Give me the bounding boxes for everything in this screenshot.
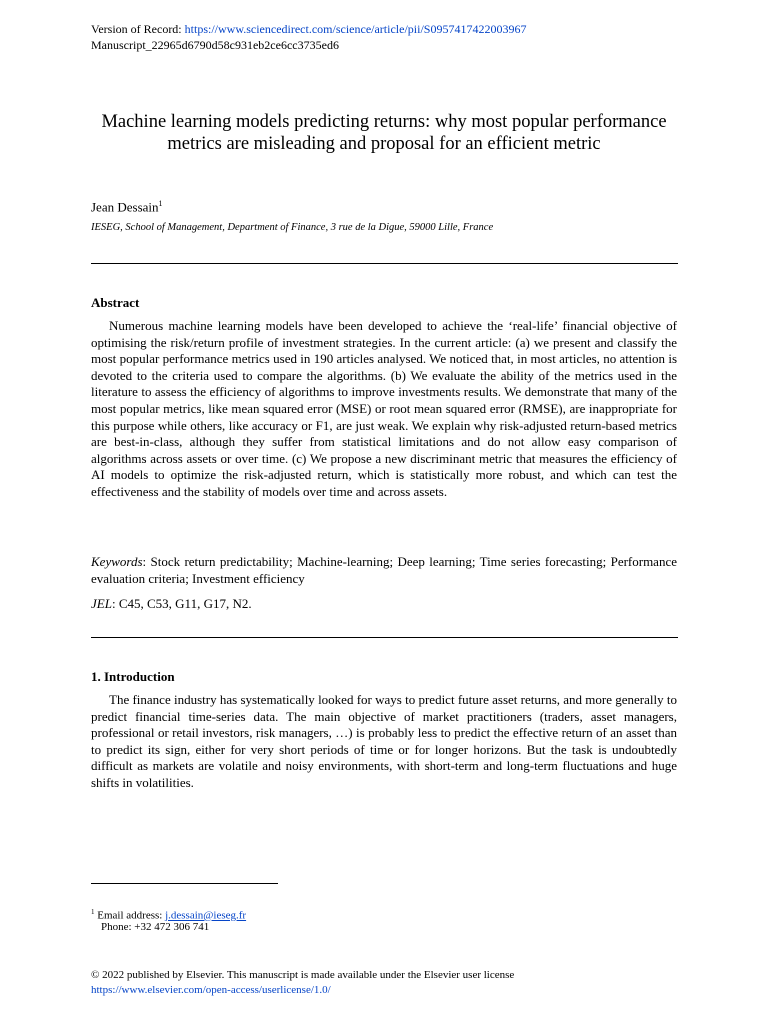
jel-text: : C45, C53, G11, G17, N2. [111,596,252,611]
jel-label: JEL [91,596,112,611]
license-link[interactable]: https://www.elsevier.com/open-access/userlicense/1.0/ [91,984,331,996]
author-name: Jean Dessain [91,199,159,215]
keywords-text: : Stock return predictability; Machine-learning; Deep learning; Time series forecasting; Performance evaluation criteria; Investment efficiency [91,554,677,586]
footnote-email-label: Email address: [94,909,166,922]
introduction-heading: 1. Introduction [91,669,175,684]
jel-line [91,595,677,612]
footnote-divider [91,883,278,884]
license-text: © 2022 published by Elsevier. This manuscript is made available under the Elsevier user license [91,969,515,981]
version-of-record-link[interactable]: https://www.sciencedirect.com/science/article/pii/S0957417422003967 [184,22,527,36]
author-email-link[interactable]: j.dessain@ieseg.fr [165,909,247,922]
version-of-record-line [91,22,526,36]
author-affiliation: IESEG, School of Management, Department of Finance, 3 rue de la Digue, 59000 Lille, France [91,222,494,233]
introduction-text: The finance industry has systematically looked for ways to predict future asset returns, and more generally to predict financial time-series data. The main objective of market practitioners (traders, asset managers, professional or retail investors, risk managers, …) is probably less to predict the effective return of an asset than to predict its sign, either for very short periods of time or for longer horizons. But the task is undoubtedly difficult as markets are volatile and noisy environments, with short-term and long-term fluctuations and huge shifts in volatilities. [91,692,677,790]
footnote-mark: 1 [91,908,95,916]
keywords-label: Keywords [91,554,143,569]
abstract-heading: Abstract [91,295,140,310]
divider-bottom [91,637,678,638]
author-footnote-mark: 1 [158,199,163,208]
divider-top [91,263,678,264]
footnote-phone: Phone: +32 472 306 741 [101,921,210,933]
manuscript-id: Manuscript_22965d6790d58c931eb2ce6cc3735ed6 [91,38,339,52]
keywords-line [91,553,677,587]
version-label: Version of Record: [91,22,185,36]
author-line [91,199,163,215]
paper-title: Machine learning models predicting returns: why most popular performance metrics are misleading and proposal for an efficient metric [101,112,667,154]
abstract-text: Numerous machine learning models have been developed to achieve the ‘real-life’ financial objective of optimising the risk/return profile of investment strategies. In the current article: (a) we present and classify the most popular performance metrics used in 190 articles analysed. We noticed that, in most articles, no attention is devoted to the criteria used to compare the algorithms. (b) We evaluate the ability of the metrics used in the literature to assess the efficiency of algorithms to improve investments results. We demonstrate that many of the most popular metrics, like mean squared error (MSE) or root mean squared error (RMSE), are inappropriate for this purpose while others, like accuracy or F1, are just weak. We explain why risk-adjusted return-based metrics are best-in-class, although they suffer from statistical limitations and do not allow easy comparison of algorithms across assets or over time. (c) We propose a new discriminant metric that measures the efficiency of AI models to optimize the risk-adjusted return, which is statistically more robust, and which can test the effectiveness and the stability of models over time and across assets. [91,318,677,499]
